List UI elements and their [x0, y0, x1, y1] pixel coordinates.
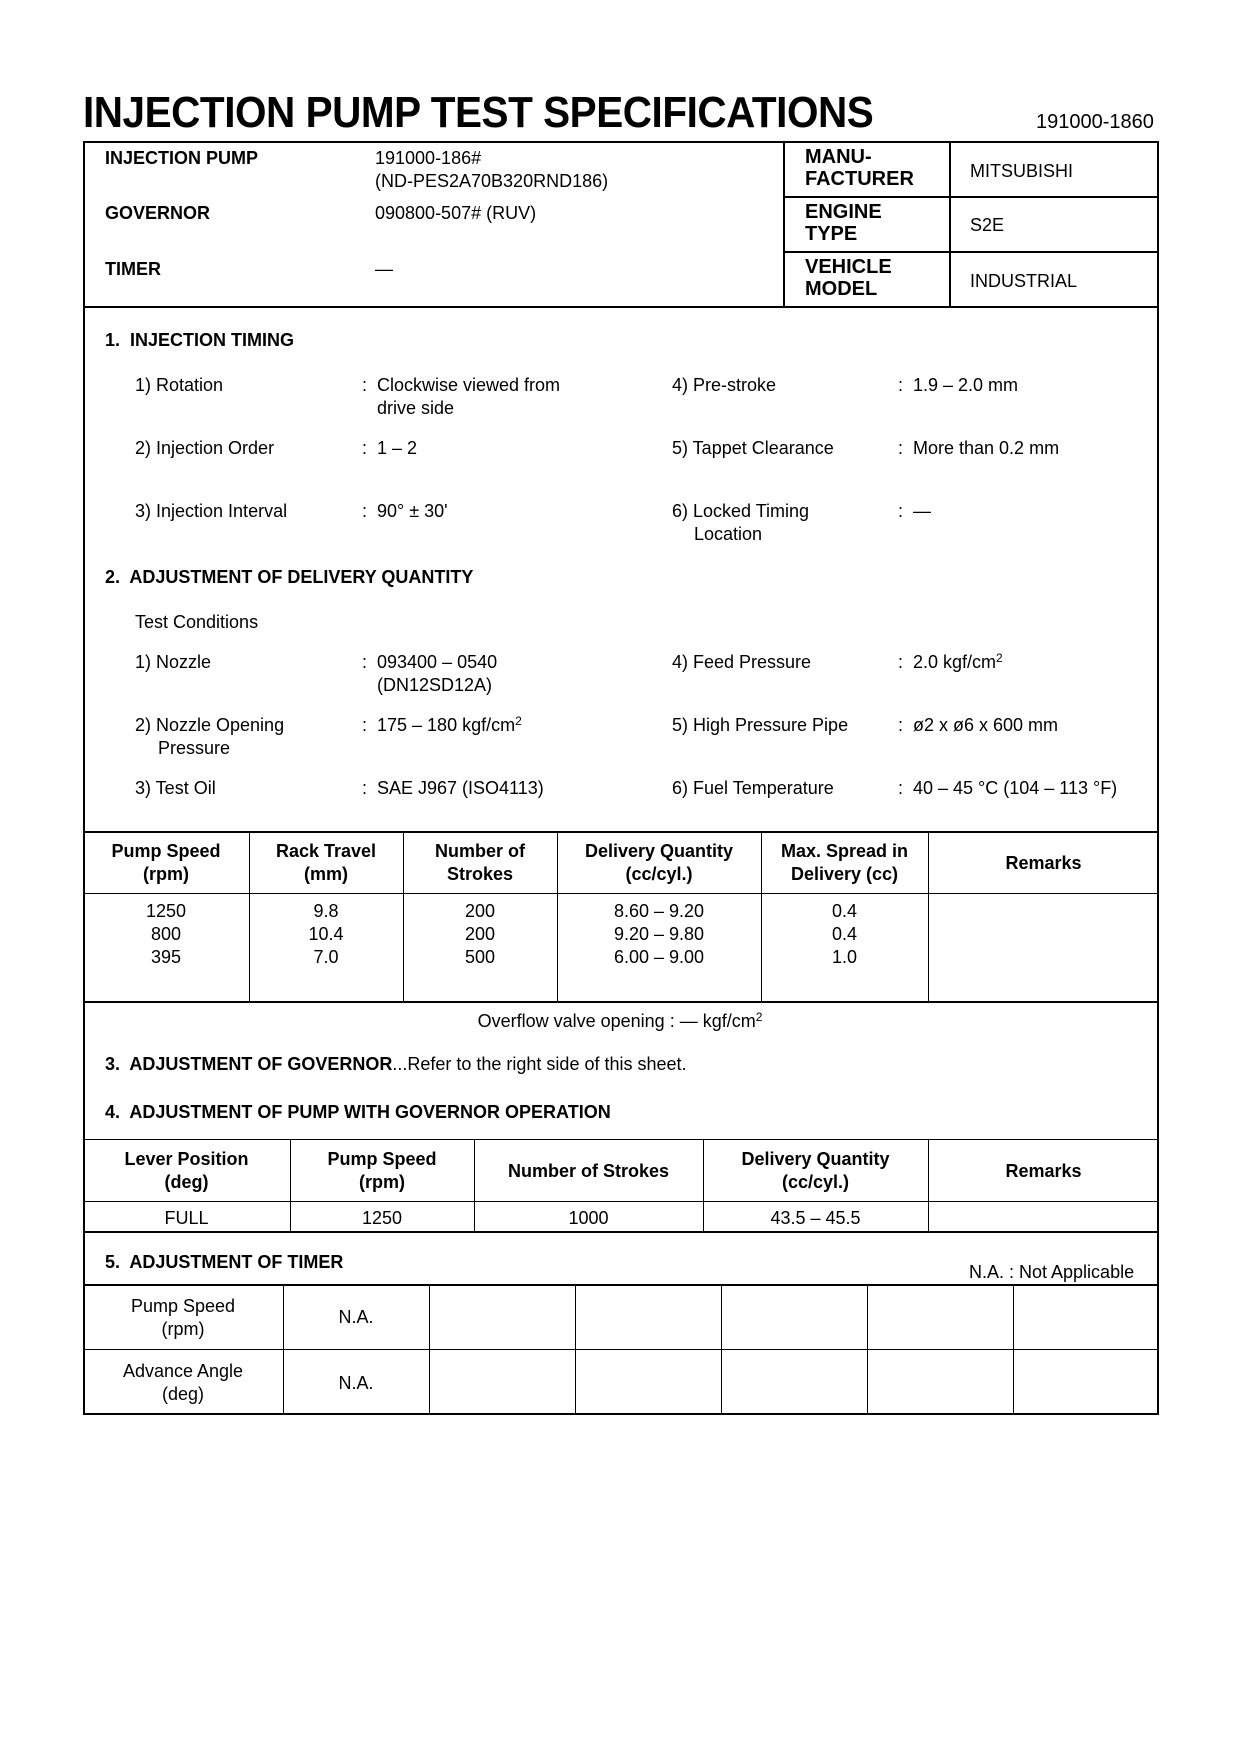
- rotation-label: 1) Rotation: [135, 375, 224, 395]
- locked-timing-label: 6) Locked Timing: [672, 501, 810, 521]
- header-divider: [783, 141, 785, 308]
- colon: :: [898, 438, 904, 458]
- strokes-values: 200 200 500: [464, 901, 496, 967]
- header-pump-speed: Pump Speed (rpm): [111, 841, 221, 884]
- high-pressure-pipe-label: 5) High Pressure Pipe: [672, 715, 849, 735]
- engine-type-label: TYPE: [805, 223, 858, 245]
- injection-order-value: 1 – 2: [377, 438, 418, 458]
- nozzle-opening-pressure-value: 175 – 180 kgf/$cm^2$: [377, 714, 522, 735]
- header-pump-speed: Pump Speed (rpm): [327, 1149, 437, 1192]
- feed-pressure-label: 4) Feed Pressure: [672, 652, 812, 672]
- section5-heading: 5. ADJUSTMENT OF TIMER: [105, 1252, 344, 1272]
- pump-speed-values: 1250 800 395: [145, 901, 187, 967]
- header-remarks: Remarks: [1005, 1160, 1082, 1181]
- table-rule: [721, 1284, 722, 1415]
- not-applicable-note: N.A. : Not Applicable: [969, 1262, 1135, 1282]
- colon: :: [362, 778, 368, 798]
- colon: :: [898, 652, 904, 672]
- colon: :: [898, 501, 904, 521]
- prestroke-value: 1.9 – 2.0 mm: [913, 375, 1019, 395]
- fuel-temperature-value: 40 – 45 °C (104 – 113 °F): [913, 778, 1118, 798]
- high-pressure-pipe-value: ø2 x ø6 x 600 mm: [913, 715, 1059, 735]
- manufacturer-value: MITSUBISHI: [970, 161, 1074, 181]
- test-oil-label: 3) Test Oil: [135, 778, 216, 798]
- vehicle-model-label: MODEL: [805, 278, 878, 300]
- table-rule: [429, 1284, 430, 1415]
- locked-timing-label: Location: [694, 524, 763, 544]
- header-number-of-strokes: Number of Strokes: [435, 841, 525, 884]
- section2-heading: 2. ADJUSTMENT OF DELIVERY QUANTITY: [105, 567, 474, 587]
- test-oil-value: SAE J967 (ISO4113): [377, 778, 544, 798]
- header-number-of-strokes: Number of Strokes: [507, 1160, 670, 1181]
- delivery-quantity-values: 8.60 – 9.20 9.20 – 9.80 6.00 – 9.00: [613, 901, 705, 967]
- rotation-value: Clockwise viewed from: [377, 375, 561, 395]
- header-delivery-quantity: Delivery Quantity (cc/cyl.): [741, 1149, 890, 1192]
- overflow-valve-text: Overflow valve opening : — kgf/$cm^2$: [477, 1010, 763, 1031]
- pump-speed-value: 1250: [361, 1207, 403, 1228]
- injection-pump-value: 191000-186#: [375, 148, 482, 168]
- table-rule: [83, 1201, 1159, 1202]
- strokes-value: 1000: [568, 1207, 609, 1228]
- engine-type-label: ENGINE: [805, 201, 882, 223]
- lever-position-value: FULL: [164, 1207, 209, 1228]
- nozzle-label: 1) Nozzle: [135, 652, 212, 672]
- vehicle-model-value: INDUSTRIAL: [970, 271, 1078, 291]
- section3-heading: 3. ADJUSTMENT OF GOVERNOR...Refer to the right side of this sheet.: [105, 1054, 687, 1074]
- delivery-quantity-value: 43.5 – 45.5: [770, 1207, 861, 1228]
- nozzle-value: (DN12SD12A): [377, 675, 493, 695]
- manufacturer-label: MANU-: [805, 146, 872, 168]
- injection-pump-value: (ND-PES2A70B320RND186): [375, 171, 609, 191]
- section1-heading: 1. INJECTION TIMING: [105, 330, 295, 350]
- test-conditions-label: Test Conditions: [135, 612, 259, 632]
- table-rule: [867, 1284, 868, 1415]
- timer-advance-angle-label: Advance Angle (deg): [122, 1361, 244, 1404]
- colon: :: [362, 715, 368, 735]
- timer-pump-speed-label: Pump Speed (rpm): [130, 1295, 236, 1339]
- timer-pump-speed-value: N.A.: [338, 1307, 374, 1327]
- section4-heading: 4. ADJUSTMENT OF PUMP WITH GOVERNOR OPERATION: [105, 1102, 611, 1122]
- table-rule: [83, 1139, 1159, 1140]
- header-max-spread: Max. Spread in Delivery (cc): [780, 841, 909, 884]
- tappet-clearance-value: More than 0.2 mm: [913, 438, 1060, 458]
- header-rack-travel: Rack Travel (mm): [275, 841, 377, 884]
- colon: :: [898, 778, 904, 798]
- engine-type-value: S2E: [970, 215, 1005, 235]
- nozzle-opening-pressure-label: 2) Nozzle Opening: [135, 715, 285, 735]
- remarks-value: [928, 1203, 1159, 1233]
- colon: :: [362, 375, 368, 395]
- header-lever-position: Lever Position (deg): [124, 1149, 249, 1192]
- table-rule: [83, 893, 1159, 894]
- page-title: INJECTION PUMP TEST SPECIFICATIONS: [83, 88, 874, 137]
- colon: :: [362, 438, 368, 458]
- table-rule: [83, 1349, 1159, 1350]
- colon: :: [362, 501, 368, 521]
- prestroke-label: 4) Pre-stroke: [672, 375, 777, 395]
- vehicle-model-label: VEHICLE: [805, 256, 892, 278]
- max-spread-values: 0.4 0.4 1.0: [831, 901, 858, 967]
- fuel-temperature-label: 6) Fuel Temperature: [672, 778, 834, 798]
- colon: :: [898, 375, 904, 395]
- timer-label: TIMER: [105, 259, 161, 279]
- colon: :: [898, 715, 904, 735]
- rack-travel-values: 9.8 10.4 7.0: [308, 901, 344, 967]
- header-divider: [949, 141, 951, 308]
- header-divider: [783, 196, 1159, 198]
- timer-value: —: [375, 259, 393, 279]
- document-number: 191000-1860: [1036, 111, 1154, 133]
- governor-value: 090800-507# (RUV): [375, 203, 537, 223]
- colon: :: [362, 652, 368, 672]
- rotation-value: drive side: [377, 398, 455, 418]
- header-divider: [783, 251, 1159, 253]
- table-rule: [575, 1284, 576, 1415]
- feed-pressure-value: 2.0 kgf/$cm^2$: [913, 651, 1003, 672]
- injection-interval-label: 3) Injection Interval: [135, 501, 288, 521]
- nozzle-opening-pressure-label: Pressure: [158, 738, 231, 758]
- header-remarks: Remarks: [1005, 852, 1082, 873]
- tappet-clearance-label: 5) Tappet Clearance: [672, 438, 834, 458]
- injection-order-label: 2) Injection Order: [135, 438, 275, 458]
- table-rule: [1013, 1284, 1014, 1415]
- governor-label: GOVERNOR: [105, 203, 211, 223]
- injection-interval-value: 90° ± 30': [377, 501, 448, 521]
- manufacturer-label: FACTURER: [805, 168, 914, 190]
- timer-advance-angle-value: N.A.: [338, 1372, 374, 1393]
- nozzle-value: 093400 – 0540: [377, 652, 498, 672]
- header-delivery-quantity: Delivery Quantity (cc/cyl.): [584, 841, 734, 884]
- injection-pump-label: INJECTION PUMP: [105, 148, 259, 168]
- locked-timing-value: —: [913, 501, 931, 521]
